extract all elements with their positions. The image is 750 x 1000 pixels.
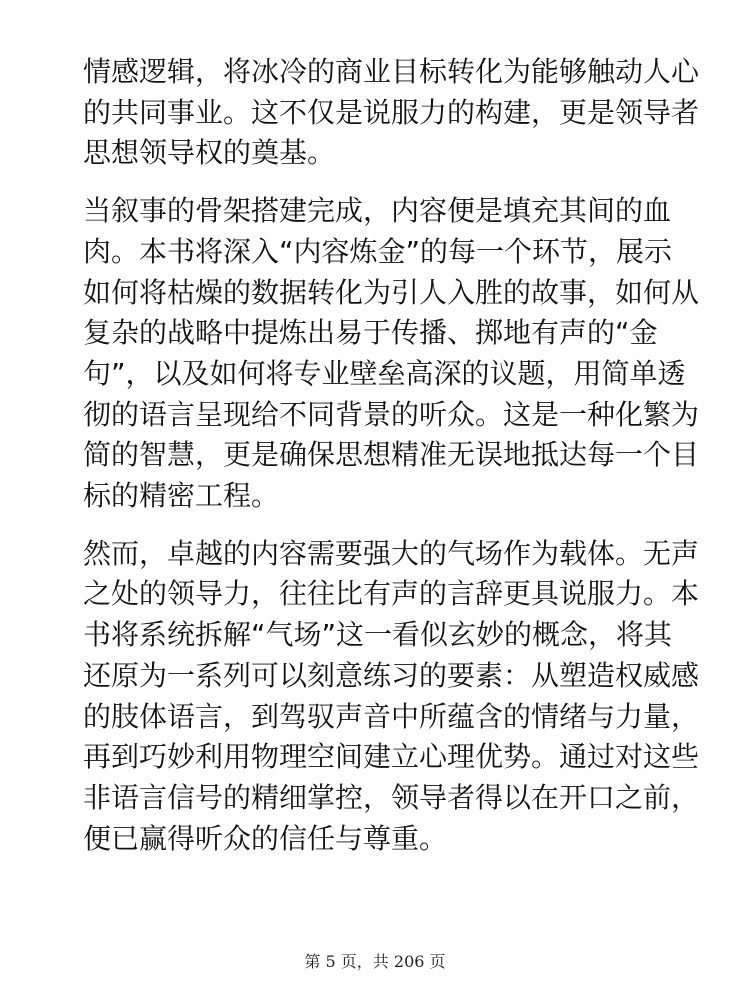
text-line: 书将系统拆解“气场”这一看似玄妙的概念，将其: [83, 618, 673, 652]
text-line: 非语言信号的精细掌控，领导者得以在开口之前，: [83, 780, 700, 814]
text-line: 思想领导权的奠基。: [83, 136, 336, 170]
text-line: 肉。本书将深入“内容炼金”的每一个环节，展示: [83, 234, 673, 268]
text-line: 然而，卓越的内容需要强大的气场作为载体。无声: [83, 536, 700, 570]
paragraph-3: [83, 534, 700, 860]
text-line: 复杂的战略中提炼出易于传播、掷地有声的“金: [83, 316, 658, 350]
paragraph-1: [83, 52, 700, 174]
text-line: 彻的语言呈现给不同背景的听众。这是一种化繁为: [83, 397, 700, 431]
text-line: 简的智慧，更是确保思想精准无误地抵达每一个目: [83, 438, 700, 472]
text-line: 的共同事业。这不仅是说服力的构建，更是领导者: [83, 95, 700, 129]
text-line: 标的精密工程。: [83, 479, 280, 513]
text-line: 还原为一系列可以刻意练习的要素：从塑造权威感: [83, 658, 700, 692]
page-number-footer: 第 5 页，共 206 页: [304, 952, 446, 971]
paragraph-2: [83, 191, 700, 517]
text-line: 便已赢得听众的信任与尊重。: [83, 821, 448, 855]
text-line: 再到巧妙利用物理空间建立心理优势。通过对这些: [83, 740, 700, 774]
text-line: 如何将枯燥的数据转化为引人入胜的故事，如何从: [83, 275, 700, 309]
text-line: 当叙事的骨架搭建完成，内容便是填充其间的血: [83, 194, 672, 228]
text-line: 的肢体语言，到驾驭声音中所蕴含的情绪与力量，: [83, 699, 700, 733]
body-text: [83, 52, 700, 876]
text-line: 之处的领导力，往往比有声的言辞更具说服力。本: [83, 577, 700, 611]
text-line: 情感逻辑，将冰冷的商业目标转化为能够触动人心: [83, 55, 700, 88]
text-line: 句”，以及如何将专业壁垒高深的议题，用简单透: [83, 356, 686, 390]
